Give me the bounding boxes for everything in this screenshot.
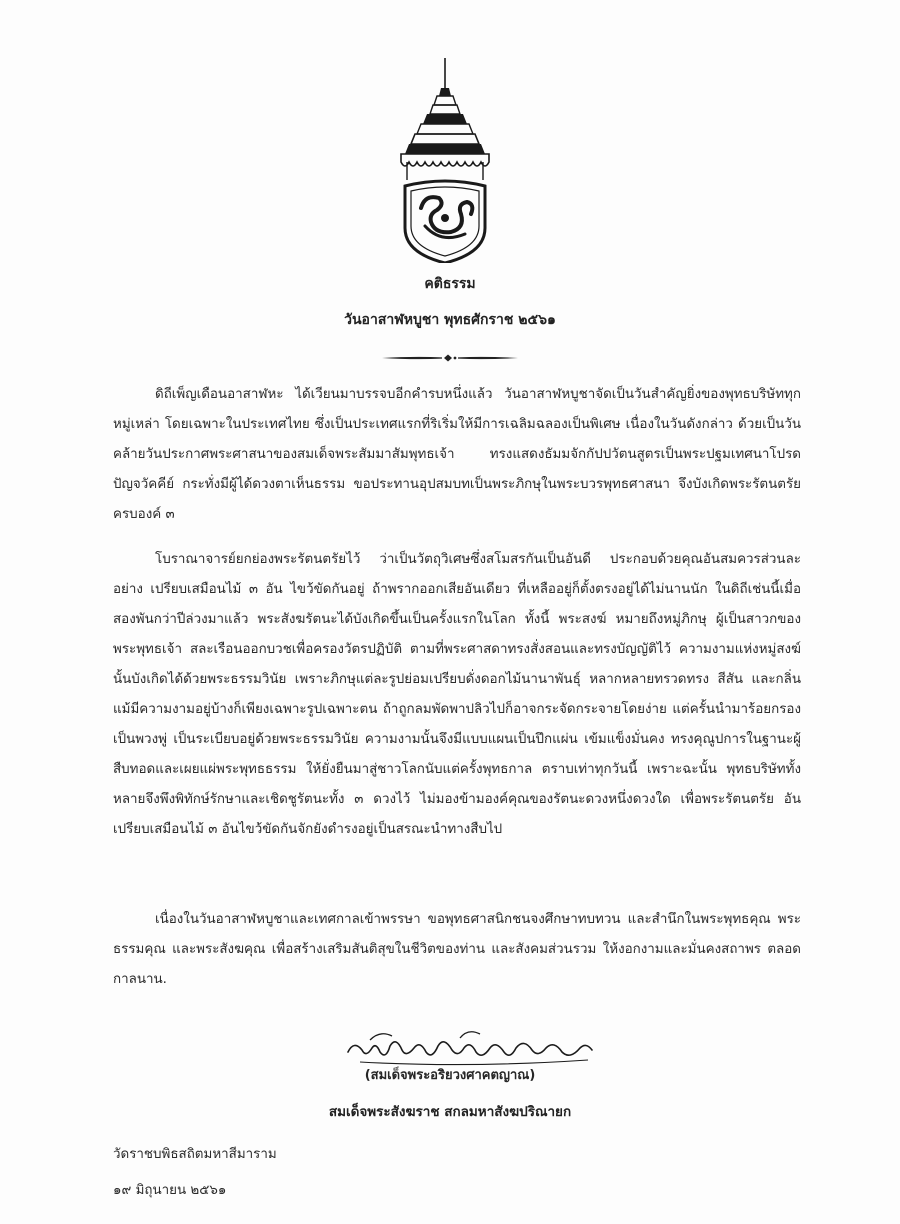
- signatory-name: (สมเด็จพระอริยวงศาคตญาณ): [364, 1068, 536, 1083]
- handwritten-signature: [340, 1022, 600, 1070]
- document-heading: คติธรรม: [424, 276, 476, 292]
- signatory-title: สมเด็จพระสังฆราช สกลมหาสังฆปริณายก: [328, 1104, 572, 1120]
- paragraph-1: ดิถีเพ็ญเดือนอาสาฬหะ ได้เวียนมาบรรจบอีกคำรบหนึ่งแล้ว วันอาสาฬหบูชาจัดเป็นวันสำคัญยิ่งของพุทธบริษัททุกหมู่เหล่า โดยเฉพาะในประเทศไทย ซึ่งเป็นประเทศแรกที่ริเริ่มให้มีการเฉลิมฉลองเป็นพิเศษ เนื่องในวันดังกล่าว ด้วยเป็นวันคล้ายวันประกาศพระศาสนาของสมเด็จพระสัมมาสัมพุทธเจ้า ทรงแสดงธัมมจักกัปปวัตนสูตรเป็นพระปฐมเทศนาโปรดปัญจวัคคีย์ กระทั่งมีผู้ได้ดวงตาเห็นธรรม ขอประทานอุปสมบทเป็นพระภิกษุในพระบวรพุทธศาสนา จึงบังเกิดพระรัตนตรัยครบองค์ ๓: [113, 387, 801, 522]
- paragraph-3: เนื่องในวันอาสาฬหบูชาและเทศกาลเข้าพรรษา ขอพุทธศาสนิกชนจงศึกษาทบทวน และสำนึกในพระพุทธคุณ พระธรรมคุณ และพระสังฆคุณ เพื่อสร้างเสริมสันติสุขในชีวิตของท่าน และสังคมส่วนรวม ให้งอกงามและมั่นคงสถาพร ตลอดกาลนาน.: [113, 912, 801, 987]
- royal-emblem-icon: [395, 58, 495, 263]
- footer-place: วัดราชบพิธสถิตมหาสีมาราม: [113, 1147, 277, 1162]
- ornamental-divider: [380, 353, 520, 363]
- footer-date: ๑๙ มิถุนายน ๒๕๖๑: [113, 1183, 227, 1198]
- document-subheading: วันอาสาฬหบูชา พุทธศักราช ๒๕๖๑: [344, 312, 556, 328]
- paragraph-2: โบราณาจารย์ยกย่องพระรัตนตรัยไว้ ว่าเป็นวัตถุวิเศษซึ่งสโมสรกันเป็นอันดี ประกอบด้วยคุณอันสมควรส่วนละอย่าง เปรียบเสมือนไม้ ๓ อัน ไขว้ขัดกันอยู่ ถ้าพรากออกเสียอันเดียว ที่เหลืออยู่ก็ตั้งตรงอยู่ได้ไม่นานนัก ในดิถีเช่นนี้เมื่อสองพันกว่าปีล่วงมาแล้ว พระสังฆรัตนะได้บังเกิดขึ้นเป็นครั้งแรกในโลก ทั้งนี้ พระสงฆ์ หมายถึงหมู่ภิกษุ ผู้เป็นสาวกของพระพุทธเจ้า สละเรือนออกบวชเพื่อครองวัตรปฏิบัติ ตามที่พระศาสดาทรงสั่งสอนและทรงบัญญัติไว้ ความงามแห่งหมู่สงฆ์นั้นบังเกิดได้ด้วยพระธรรมวินัย เพราะภิกษุแต่ละรูปย่อมเปรียบดั่งดอกไม้นานาพันธุ์ หลากหลายทรวดทรง สีสัน และกลิ่น แม้มีความงามอยู่บ้างก็เพียงเฉพาะรูปเฉพาะตน ถ้าถูกลมพัดพาปลิวไปก็อาจกระจัดกระจายโดยง่าย แต่ครั้นนำมาร้อยกรองเป็นพวงพู่ เป็นระเบียบอยู่ด้วยพระธรรมวินัย ความงามนั้นจึงมีแบบแผนเป็นปึกแผ่น เข้มแข็งมั่นคง ทรงคุณูปการในฐานะผู้สืบทอดและเผยแผ่พระพุทธธรรม ให้ยั่งยืนมาสู่ชาวโลกนับแต่ครั้งพุทธกาล ตราบเท่าทุกวันนี้ เพราะฉะนั้น พุทธบริษัททั้งหลายจึงพึงพิทักษ์รักษาและเชิดชูรัตนะทั้ง ๓ ดวงไว้ ไม่มองข้ามองค์คุณของรัตนะดวงหนึ่งดวงใด เพื่อพระรัตนตรัย อันเปรียบเสมือนไม้ ๓ อันไขว้ขัดกันจักยังดำรงอยู่เป็นสรณะนำทางสืบไป: [113, 552, 801, 837]
